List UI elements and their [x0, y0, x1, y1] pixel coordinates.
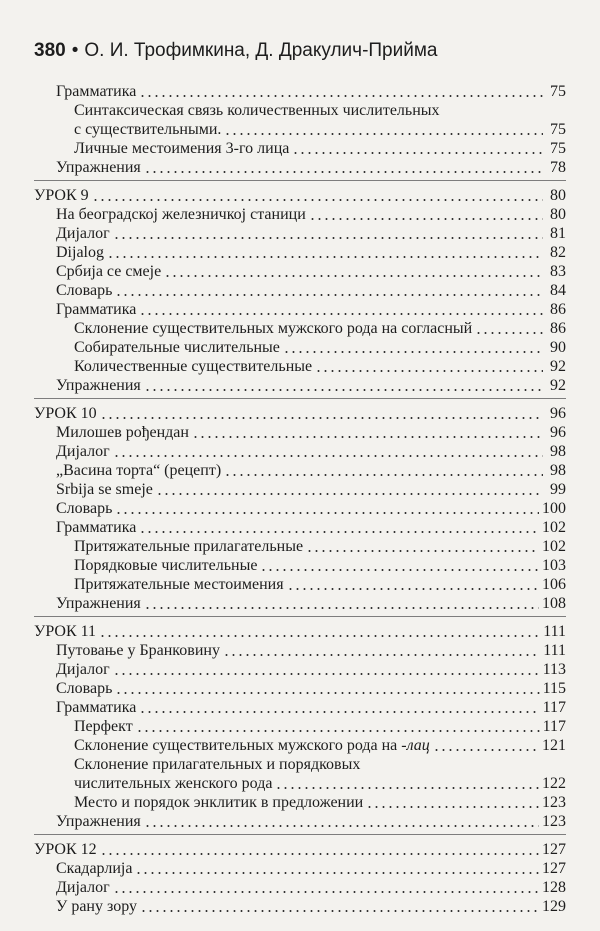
toc-entry: Скадарлија 127: [56, 860, 566, 877]
running-header: [34, 40, 570, 62]
toc-entry: Притяжательные местоимения 106: [74, 576, 566, 593]
section-divider: [34, 834, 566, 835]
toc-entry: Грамматика 75: [56, 83, 566, 100]
toc-entry: Собирательные числительные 90: [74, 339, 566, 356]
toc-entry: Србија се смеје 83: [56, 263, 566, 280]
header-bullet: •: [71, 40, 79, 61]
toc-entry: Дијалог 113: [56, 661, 566, 678]
header-authors: О. И. Трофимкина, Д. Дракулич-Прийма: [84, 40, 438, 61]
toc-lesson-heading: УРОК 10 96: [34, 405, 566, 422]
toc-entry: Порядковые числительные 103: [74, 557, 566, 574]
toc-entry: Склонение существительных мужского рода на -лац 121: [74, 737, 566, 754]
toc-entry: Путовање у Бранковину 111: [56, 642, 566, 659]
toc-entry: Грамматика 102: [56, 519, 566, 536]
toc-entry: с существительными. 75: [74, 121, 566, 138]
toc-entry: Дијалог 81: [56, 225, 566, 242]
toc-entry: Грамматика 86: [56, 301, 566, 318]
toc-entry: Дијалог 98: [56, 443, 566, 460]
toc-entry: Dijalog 82: [56, 244, 566, 261]
toc-entry-line: Синтаксическая связь количественных числительных: [74, 102, 440, 119]
toc-lesson-heading: УРОК 9 80: [34, 187, 566, 204]
page-number: 380: [34, 40, 66, 61]
toc-entry: Словарь 100: [56, 500, 566, 517]
section-divider: [34, 616, 566, 617]
toc-entry: Личные местоимения 3-го лица 75: [74, 140, 566, 157]
toc-entry: Упражнения 108: [56, 595, 566, 612]
toc-entry: На београдској железничкој станици 80: [56, 206, 566, 223]
toc-entry: числительных женского рода 122: [74, 775, 566, 792]
toc-entry: Склонение существительных мужского рода на согласный 86: [74, 320, 566, 337]
toc-entry-line: Склонение прилагательных и порядковых: [74, 756, 361, 773]
toc-entry: Милошев рођендан 96: [56, 424, 566, 441]
toc-entry: Дијалог 128: [56, 879, 566, 896]
toc-entry: У рану зору 129: [56, 898, 566, 915]
toc-entry: Перфект 117: [74, 718, 566, 735]
toc-entry: Словарь 115: [56, 680, 566, 697]
toc-lesson-heading: УРОК 12 127: [34, 841, 566, 858]
section-divider: [34, 398, 566, 399]
toc-entry: Srbija se smeje 99: [56, 481, 566, 498]
toc-entry: Количественные существительные 92: [74, 358, 566, 375]
toc-entry: „Васина торта“ (рецепт) 98: [56, 462, 566, 479]
toc-entry: Словарь 84: [56, 282, 566, 299]
toc-lesson-heading: УРОК 11 111: [34, 623, 566, 640]
toc-entry: Упражнения 123: [56, 813, 566, 830]
section-divider: [34, 180, 566, 181]
toc-entry: Притяжательные прилагательные 102: [74, 538, 566, 555]
toc-entry: Упражнения 78: [56, 159, 566, 176]
toc-entry: Место и порядок энклитик в предложении 123: [74, 794, 566, 811]
toc-entry: Упражнения 92: [56, 377, 566, 394]
toc-entry: Грамматика 117: [56, 699, 566, 716]
